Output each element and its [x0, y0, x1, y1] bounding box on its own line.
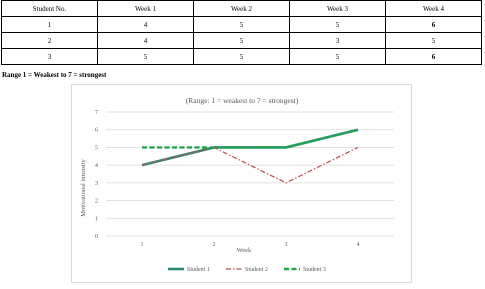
table-header: Week 3 — [290, 1, 386, 17]
y-tick-label: 4 — [95, 163, 98, 170]
table-cell: 5 — [98, 49, 194, 65]
table-cell: 5 — [194, 17, 290, 33]
table-cell: 6 — [386, 49, 482, 65]
table-cell: 3 — [290, 33, 386, 49]
table-cell: 4 — [98, 17, 194, 33]
y-tick-label: 1 — [95, 216, 98, 223]
legend-label: Student 3 — [303, 267, 326, 273]
table-header: Week 4 — [386, 1, 482, 17]
x-tick-label: 3 — [284, 242, 288, 248]
legend-label: Student 2 — [245, 267, 268, 273]
chart-frame — [71, 84, 412, 283]
y-axis-label: Motivational intensity — [80, 159, 87, 217]
legend-label: Student 1 — [187, 267, 210, 273]
table-header: Week 2 — [194, 1, 290, 17]
table-cell: 5 — [290, 49, 386, 65]
table-row — [2, 49, 482, 65]
table-cell: 1 — [2, 17, 98, 33]
x-axis-label: Week — [236, 247, 252, 254]
table-cell: 3 — [2, 49, 98, 65]
table-cell: 5 — [194, 33, 290, 49]
x-tick-label: 2 — [212, 242, 216, 248]
x-tick-label: 4 — [356, 242, 360, 248]
chart-title: (Range: 1 = weakest to 7 = strongest) — [185, 96, 299, 105]
table-row — [2, 33, 482, 49]
y-tick-label: 2 — [95, 198, 98, 205]
y-tick-label: 5 — [95, 145, 98, 152]
y-axis-ticks — [95, 110, 98, 240]
chart-series — [142, 130, 358, 183]
table-cell: 4 — [98, 33, 194, 49]
table-cell: 2 — [2, 33, 98, 49]
scores-table — [1, 0, 482, 65]
chart-legend — [168, 267, 326, 273]
x-tick-label: 1 — [140, 242, 144, 248]
range-note: Range 1 = Weakest to 7 = strongest — [2, 71, 107, 79]
table-cell: 5 — [194, 49, 290, 65]
table-row — [2, 17, 482, 33]
table-cell: 5 — [290, 17, 386, 33]
table-cell: 5 — [386, 33, 482, 49]
table-header-row — [2, 1, 482, 17]
table-header: Student No. — [2, 1, 98, 17]
y-tick-label: 3 — [95, 180, 98, 187]
table-header: Week 1 — [98, 1, 194, 17]
y-tick-label: 0 — [95, 234, 98, 240]
line-chart — [72, 85, 411, 282]
table-cell: 6 — [386, 17, 482, 33]
series-line — [142, 130, 358, 148]
y-tick-label: 7 — [95, 110, 98, 116]
y-tick-label: 6 — [95, 127, 98, 134]
